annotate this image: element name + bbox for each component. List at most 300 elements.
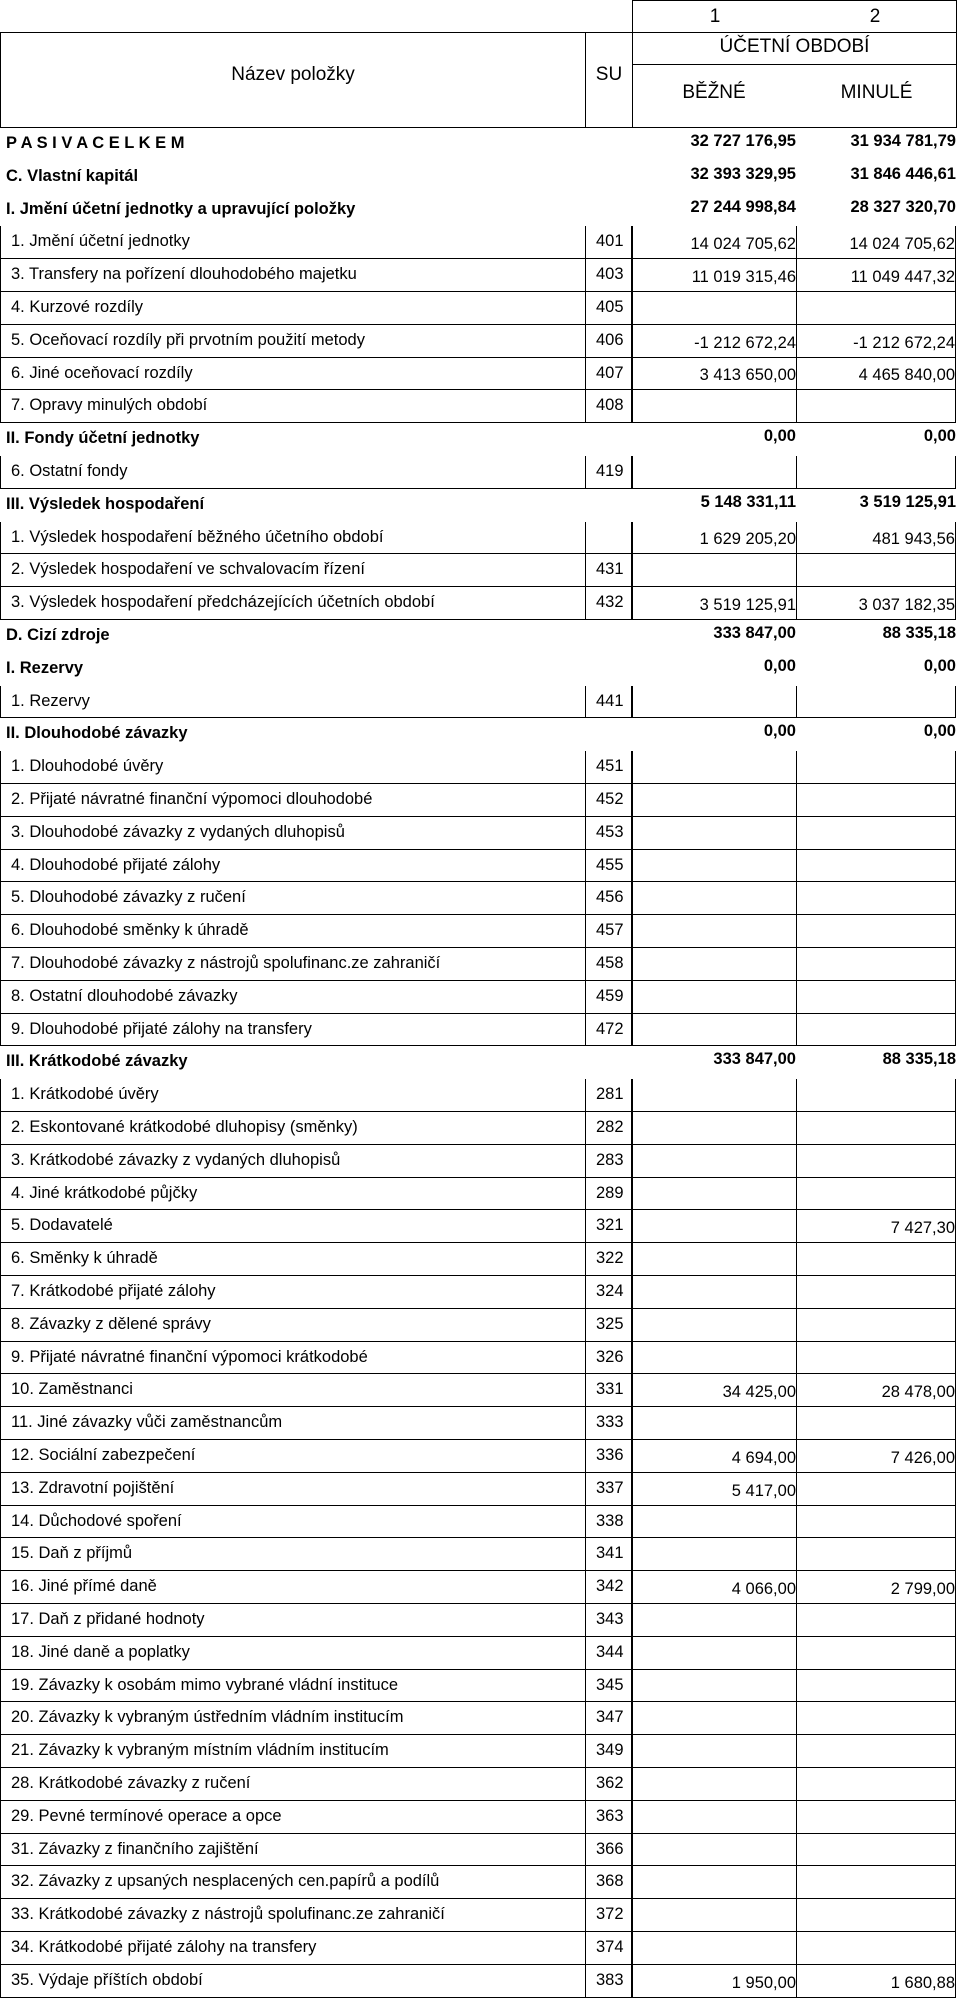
item-name: 34. Krátkodobé přijaté zálohy na transfery [0, 1932, 586, 1965]
current-period-value: 333 847,00 [713, 624, 796, 642]
table-row [0, 1801, 960, 1834]
account-code: 451 [586, 751, 632, 784]
table-row [0, 751, 960, 784]
table-row [0, 1965, 960, 1998]
previous-period-cell [796, 1014, 956, 1047]
previous-period-value: 3 519 125,91 [859, 492, 956, 511]
previous-period-value: 7 426,00 [890, 1448, 955, 1467]
account-code: 363 [586, 1801, 632, 1834]
previous-period-cell [796, 554, 956, 587]
previous-period-cell [796, 1670, 956, 1703]
item-name: 9. Přijaté návratné finanční výpomoci krátkodobé [0, 1342, 586, 1375]
current-period-cell [632, 325, 796, 358]
account-code: 333 [586, 1407, 632, 1440]
table-row [0, 1571, 960, 1604]
current-period-cell [632, 718, 796, 751]
table-row [0, 1276, 960, 1309]
item-name: 5. Dlouhodobé závazky z ručení [0, 882, 586, 915]
previous-period-value: 28 478,00 [881, 1383, 955, 1402]
previous-period-cell [796, 1276, 956, 1309]
account-code [586, 1046, 632, 1079]
item-name: 3. Transfery na pořízení dlouhodobého majetku [0, 259, 586, 292]
previous-period-cell [796, 292, 956, 325]
account-code [586, 128, 632, 161]
current-period-cell [632, 1276, 796, 1309]
item-name: 1. Rezervy [0, 686, 586, 719]
account-code: 289 [586, 1178, 632, 1211]
current-period-cell [632, 226, 796, 259]
account-code [586, 620, 632, 653]
table-row [0, 587, 960, 620]
current-period-cell [632, 489, 796, 522]
item-name: 20. Závazky k vybraným ústředním vládním institucím [0, 1702, 586, 1735]
previous-period-cell [796, 1112, 956, 1145]
item-name: 3. Krátkodobé závazky z vydaných dluhopisů [0, 1145, 586, 1178]
item-name: 7. Krátkodobé přijaté zálohy [0, 1276, 586, 1309]
table-row [0, 686, 960, 719]
item-name: 7. Dlouhodobé závazky z nástrojů spolufinanc.ze zahraničí [0, 948, 586, 981]
table-row [0, 489, 960, 522]
previous-period-cell [796, 686, 956, 719]
item-name: 7. Opravy minulých období [0, 390, 586, 423]
previous-period-cell [796, 1768, 956, 1801]
item-name: 6. Ostatní fondy [0, 456, 586, 489]
account-code: 419 [586, 456, 632, 489]
current-period-cell [632, 1670, 796, 1703]
previous-period-value: 14 024 705,62 [849, 235, 955, 254]
account-code [586, 161, 632, 194]
current-period-cell [632, 620, 796, 653]
account-code: 326 [586, 1342, 632, 1375]
current-period-cell [632, 1046, 796, 1079]
current-period-cell [632, 915, 796, 948]
item-name: 12. Sociální zabezpečení [0, 1440, 586, 1473]
account-code: 324 [586, 1276, 632, 1309]
previous-period-cell [796, 161, 956, 194]
account-code [586, 423, 632, 456]
previous-period-cell [796, 1571, 956, 1604]
item-name: 2. Eskontované krátkodobé dluhopisy (směnky) [0, 1112, 586, 1145]
item-name: 1. Výsledek hospodaření běžného účetního období [0, 522, 586, 555]
item-name: II. Fondy účetní jednotky [6, 429, 200, 448]
previous-period-value: 88 335,18 [882, 624, 956, 642]
account-code: 472 [586, 1014, 632, 1047]
account-code: 383 [586, 1965, 632, 1998]
previous-period-value: 1 680,88 [890, 1973, 955, 1992]
account-code: 321 [586, 1210, 632, 1243]
item-name: 4. Kurzové rozdíly [0, 292, 586, 325]
item-name: 3. Výsledek hospodaření předcházejících účetních období [0, 587, 586, 620]
item-name: P A S I V A C E L K E M [6, 134, 185, 152]
previous-period-cell [796, 850, 956, 883]
period-title: ÚČETNÍ OBDOBÍ [719, 36, 870, 57]
current-period-value: 34 425,00 [722, 1383, 796, 1402]
account-code [586, 718, 632, 751]
previous-period-cell [796, 1046, 956, 1079]
table-row [0, 1538, 960, 1571]
previous-period-cell [796, 390, 956, 423]
current-period-cell [632, 882, 796, 915]
current-period-cell [632, 784, 796, 817]
su-column-header: SU [595, 64, 623, 85]
table-row [0, 128, 960, 161]
previous-period-cell [796, 751, 956, 784]
account-code: 403 [586, 259, 632, 292]
previous-period-cell [796, 259, 956, 292]
table-row [0, 817, 960, 850]
account-code: 405 [586, 292, 632, 325]
current-period-cell [632, 423, 796, 456]
previous-period-value: 0,00 [923, 722, 956, 741]
header-divider-numbers [632, 32, 957, 33]
table-row [0, 423, 960, 456]
current-period-cell [632, 1407, 796, 1440]
previous-period-cell [796, 325, 956, 358]
current-period-value: 4 694,00 [731, 1448, 796, 1467]
table-row [0, 194, 960, 227]
current-period-value: -1 212 672,24 [694, 333, 796, 352]
current-period-value: 32 393 329,95 [690, 164, 796, 183]
table-row [0, 1637, 960, 1670]
table-row [0, 620, 960, 653]
item-name: 28. Krátkodobé závazky z ručení [0, 1768, 586, 1801]
item-name: 5. Dodavatelé [0, 1210, 586, 1243]
current-period-cell [632, 259, 796, 292]
table-row [0, 1309, 960, 1342]
previous-period-cell [796, 1801, 956, 1834]
item-name: 17. Daň z přidané hodnoty [0, 1604, 586, 1637]
previous-period-cell [796, 948, 956, 981]
table-row [0, 1243, 960, 1276]
previous-period-value: 0,00 [923, 427, 956, 446]
account-code: 457 [586, 915, 632, 948]
current-period-cell [632, 1735, 796, 1768]
table-row [0, 1145, 960, 1178]
table-row [0, 1342, 960, 1375]
account-code: 344 [586, 1637, 632, 1670]
previous-period-cell [796, 1210, 956, 1243]
previous-period-cell [796, 1243, 956, 1276]
table-row [0, 292, 960, 325]
item-name: 31. Závazky z finančního zajištění [0, 1834, 586, 1867]
current-period-cell [632, 1440, 796, 1473]
header-divider-period [632, 64, 957, 65]
previous-period-cell [796, 620, 956, 653]
previous-period-cell [796, 915, 956, 948]
current-period-value: 27 244 998,84 [690, 197, 796, 216]
account-code: 456 [586, 882, 632, 915]
previous-period-cell [796, 194, 956, 227]
table-row [0, 915, 960, 948]
current-period-cell [632, 1801, 796, 1834]
current-period-cell [632, 1506, 796, 1539]
item-name: 13. Zdravotní pojištění [0, 1473, 586, 1506]
table-row [0, 1506, 960, 1539]
account-code: 345 [586, 1670, 632, 1703]
previous-period-cell [796, 1473, 956, 1506]
column-number-1: 1 [709, 6, 721, 27]
item-name: 6. Jiné oceňovací rozdíly [0, 358, 586, 391]
account-code: 325 [586, 1309, 632, 1342]
previous-period-cell [796, 1506, 956, 1539]
current-period-cell [632, 1866, 796, 1899]
item-name: II. Dlouhodobé závazky [6, 724, 188, 743]
previous-period-cell [796, 128, 956, 161]
account-code: 452 [586, 784, 632, 817]
current-period-value: 0,00 [763, 427, 796, 446]
item-name: 35. Výdaje příštích období [0, 1965, 586, 1998]
previous-period-cell [796, 1145, 956, 1178]
current-period-cell [632, 1309, 796, 1342]
previous-period-cell [796, 587, 956, 620]
account-code [586, 522, 632, 555]
account-code [586, 194, 632, 227]
previous-period-cell [796, 784, 956, 817]
table-row [0, 653, 960, 686]
current-period-cell [632, 554, 796, 587]
previous-period-value: 88 335,18 [882, 1050, 956, 1069]
account-code: 341 [586, 1538, 632, 1571]
table-row [0, 554, 960, 587]
previous-period-cell [796, 981, 956, 1014]
current-period-cell [632, 390, 796, 423]
current-period-cell [632, 751, 796, 784]
previous-period-value: 2 799,00 [890, 1579, 955, 1598]
current-period-value: 11 019 315,46 [691, 267, 796, 286]
account-code: 432 [586, 587, 632, 620]
previous-period-cell [796, 489, 956, 522]
account-code: 281 [586, 1079, 632, 1112]
account-code: 401 [586, 226, 632, 259]
previous-period-value: 0,00 [923, 656, 956, 675]
table-row [0, 850, 960, 883]
item-name: 6. Směnky k úhradě [0, 1243, 586, 1276]
item-name: 2. Přijaté návratné finanční výpomoci dlouhodobé [0, 784, 586, 817]
account-code: 372 [586, 1899, 632, 1932]
table-row [0, 981, 960, 1014]
table-row [0, 1834, 960, 1867]
account-code: 458 [586, 948, 632, 981]
table-row [0, 718, 960, 751]
item-name: 10. Zaměstnanci [0, 1374, 586, 1407]
table-row [0, 1079, 960, 1112]
table-row [0, 1112, 960, 1145]
item-name: 8. Ostatní dlouhodobé závazky [0, 981, 586, 1014]
table-row [0, 456, 960, 489]
item-name: 11. Jiné závazky vůči zaměstnancům [0, 1407, 586, 1440]
account-code: 406 [586, 325, 632, 358]
current-period-cell [632, 1014, 796, 1047]
current-period-cell [632, 587, 796, 620]
current-period-cell [632, 1243, 796, 1276]
account-code [586, 489, 632, 522]
previous-period-value: 11 049 447,32 [850, 267, 955, 286]
table-row [0, 1210, 960, 1243]
account-code: 342 [586, 1571, 632, 1604]
current-period-cell [632, 1473, 796, 1506]
previous-period-value: 31 846 446,61 [850, 164, 956, 183]
item-name: 8. Závazky z dělené správy [0, 1309, 586, 1342]
current-period-cell [632, 653, 796, 686]
previous-period-cell [796, 1440, 956, 1473]
previous-period-value: 3 037 182,35 [858, 595, 955, 614]
current-period-cell [632, 292, 796, 325]
item-name: 15. Daň z příjmů [0, 1538, 586, 1571]
item-name: 19. Závazky k osobám mimo vybrané vládní instituce [0, 1670, 586, 1703]
current-period-cell [632, 1604, 796, 1637]
item-name: 1. Jmění účetní jednotky [0, 226, 586, 259]
table-row [0, 1768, 960, 1801]
table-row [0, 522, 960, 555]
item-name: I. Rezervy [6, 658, 84, 677]
current-period-cell [632, 1768, 796, 1801]
account-code: 366 [586, 1834, 632, 1867]
account-code: 282 [586, 1112, 632, 1145]
item-name: 1. Krátkodobé úvěry [0, 1079, 586, 1112]
previous-period-value: -1 212 672,24 [853, 333, 955, 352]
item-name: 9. Dlouhodobé přijaté zálohy na transfery [0, 1014, 586, 1047]
account-code: 441 [586, 686, 632, 719]
previous-period-cell [796, 817, 956, 850]
previous-period-value: 7 427,30 [890, 1219, 955, 1238]
current-period-cell [632, 1342, 796, 1375]
item-name: 2. Výsledek hospodaření ve schvalovacím řízení [0, 554, 586, 587]
current-period-cell [632, 1571, 796, 1604]
item-name: 4. Jiné krátkodobé půjčky [0, 1178, 586, 1211]
previous-period-cell [796, 226, 956, 259]
previous-period-cell [796, 1866, 956, 1899]
current-period-value: 0,00 [763, 722, 796, 741]
current-period-cell [632, 948, 796, 981]
table-row [0, 1702, 960, 1735]
current-period-value: 5 148 331,11 [700, 492, 796, 511]
current-period-value: 14 024 705,62 [690, 235, 796, 254]
current-period-cell [632, 194, 796, 227]
previous-period-cell [796, 1374, 956, 1407]
previous-period-cell [796, 358, 956, 391]
table-row [0, 1046, 960, 1079]
current-period-cell [632, 522, 796, 555]
current-period-cell [632, 1702, 796, 1735]
current-period-cell [632, 1538, 796, 1571]
table-row [0, 226, 960, 259]
table-row [0, 1440, 960, 1473]
table-row [0, 325, 960, 358]
previous-period-cell [796, 1407, 956, 1440]
current-period-cell [632, 358, 796, 391]
account-code: 455 [586, 850, 632, 883]
previous-period-cell [796, 882, 956, 915]
table-row [0, 259, 960, 292]
item-name: 18. Jiné daně a poplatky [0, 1637, 586, 1670]
account-code: 338 [586, 1506, 632, 1539]
table-row [0, 358, 960, 391]
account-code: 408 [586, 390, 632, 423]
item-name: 29. Pevné termínové operace a opce [0, 1801, 586, 1834]
previous-period-cell [796, 1965, 956, 1998]
item-name: III. Výsledek hospodaření [6, 494, 205, 513]
item-name: I. Jmění účetní jednotky a upravující položky [6, 199, 356, 218]
previous-period-cell [796, 1079, 956, 1112]
current-period-cell [632, 1112, 796, 1145]
current-period-cell [632, 1834, 796, 1867]
table-row [0, 1735, 960, 1768]
item-name: 21. Závazky k vybraným místním vládním institucím [0, 1735, 586, 1768]
previous-period-cell [796, 423, 956, 456]
current-period-value: 3 519 125,91 [699, 595, 796, 614]
item-name: 3. Dlouhodobé závazky z vydaných dluhopisů [0, 817, 586, 850]
current-period-value: 1 950,00 [731, 1973, 796, 1992]
current-period-cell [632, 1178, 796, 1211]
table-row [0, 1014, 960, 1047]
previous-period-cell [796, 1932, 956, 1965]
table-row [0, 1407, 960, 1440]
previous-period-cell [796, 1702, 956, 1735]
item-name: 16. Jiné přímé daně [0, 1571, 586, 1604]
account-code [586, 653, 632, 686]
item-name: D. Cizí zdroje [6, 626, 110, 644]
current-period-value: 4 066,00 [731, 1579, 796, 1598]
account-code: 343 [586, 1604, 632, 1637]
item-name: C. Vlastní kapitál [6, 166, 139, 185]
name-column-header: Název položky [231, 64, 355, 85]
previous-period-cell [796, 1604, 956, 1637]
current-period-cell [632, 1374, 796, 1407]
previous-period-cell [796, 1637, 956, 1670]
account-code: 347 [586, 1702, 632, 1735]
previous-period-value: 4 465 840,00 [858, 366, 955, 385]
current-period-cell [632, 128, 796, 161]
previous-period-cell [796, 1538, 956, 1571]
previous-period-cell [796, 1342, 956, 1375]
previous-period-cell [796, 1834, 956, 1867]
current-period-header: BĚŽNÉ [682, 82, 746, 103]
account-code: 283 [586, 1145, 632, 1178]
account-code: 362 [586, 1768, 632, 1801]
previous-period-value: 28 327 320,70 [850, 197, 956, 216]
previous-period-cell [796, 653, 956, 686]
item-name: 14. Důchodové spoření [0, 1506, 586, 1539]
current-period-cell [632, 981, 796, 1014]
table-row [0, 390, 960, 423]
current-period-cell [632, 456, 796, 489]
current-period-cell [632, 1965, 796, 1998]
current-period-cell [632, 1932, 796, 1965]
previous-period-cell [796, 1899, 956, 1932]
previous-period-cell [796, 1735, 956, 1768]
previous-period-header: MINULÉ [840, 82, 913, 103]
table-row [0, 1866, 960, 1899]
table-row [0, 784, 960, 817]
previous-period-cell [796, 1178, 956, 1211]
item-name: 33. Krátkodobé závazky z nástrojů spolufinanc.ze zahraničí [0, 1899, 586, 1932]
current-period-value: 333 847,00 [713, 1050, 796, 1069]
account-code: 459 [586, 981, 632, 1014]
table-row [0, 948, 960, 981]
item-name: 5. Oceňovací rozdíly při prvotním použití metody [0, 325, 586, 358]
table-row [0, 1604, 960, 1637]
current-period-value: 0,00 [763, 656, 796, 675]
current-period-value: 32 727 176,95 [690, 132, 796, 150]
current-period-cell [632, 817, 796, 850]
account-code: 336 [586, 1440, 632, 1473]
account-code: 337 [586, 1473, 632, 1506]
account-code: 453 [586, 817, 632, 850]
table-row [0, 1178, 960, 1211]
current-period-cell [632, 850, 796, 883]
current-period-cell [632, 686, 796, 719]
previous-period-value: 481 943,56 [872, 530, 955, 549]
